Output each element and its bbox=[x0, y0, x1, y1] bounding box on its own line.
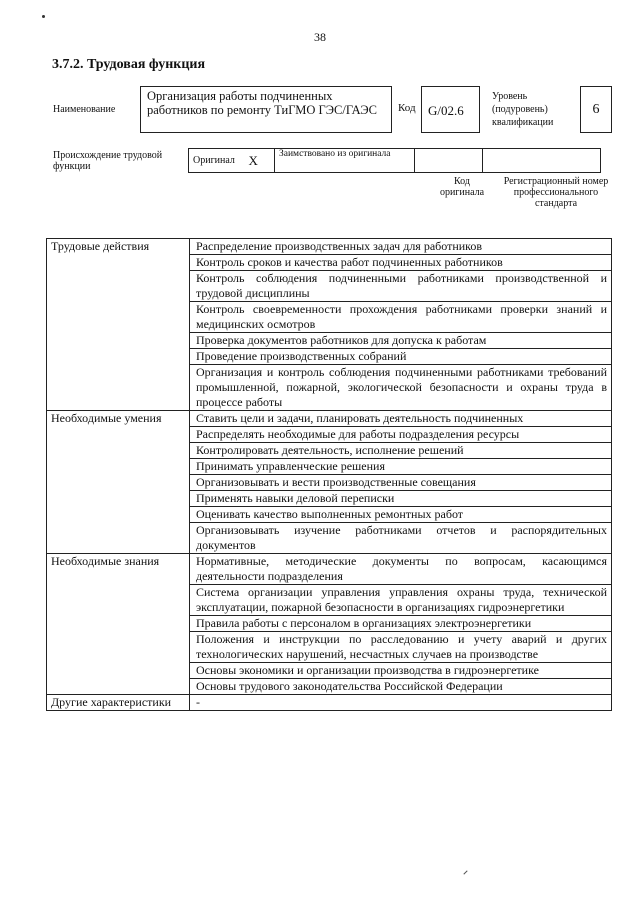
table-row bbox=[47, 695, 612, 711]
category-cell: Необходимые умения bbox=[47, 411, 190, 554]
table-row bbox=[47, 411, 612, 427]
item-cell: Ставить цели и задачи, планировать деятельность подчиненных bbox=[190, 411, 612, 427]
item-cell: Организация и контроль соблюдения подчиненными работниками требований промышленной, пожарной, экологической безопасности и охраны труда в процессе работы bbox=[190, 365, 612, 411]
category-cell: Необходимые знания bbox=[47, 554, 190, 695]
item-cell: Применять навыки деловой переписки bbox=[190, 491, 612, 507]
item-cell: Проведение производственных собраний bbox=[190, 349, 612, 365]
item-cell: Контроль сроков и качества работ подчиненных работников bbox=[190, 255, 612, 271]
reg-number-cell bbox=[483, 149, 601, 173]
level-value: 6 bbox=[592, 102, 600, 117]
name-value-box bbox=[140, 86, 392, 133]
scan-mark bbox=[463, 870, 467, 874]
code-value: G/02.6 bbox=[428, 103, 464, 118]
item-cell: Оценивать качество выполненных ремонтных работ bbox=[190, 507, 612, 523]
borrowed-label: Заимствовано из оригинала bbox=[275, 149, 415, 173]
reg-number-caption: Регистрационный номер профессионального стандарта bbox=[503, 176, 609, 209]
name-label: Наименование bbox=[53, 104, 116, 115]
original-label: Оригинал bbox=[189, 149, 245, 173]
item-cell: Система организации управления управления охраны труда, технической эксплуатации, пожарной безопасности в организациях гидроэнергетики bbox=[190, 585, 612, 616]
level-value-box bbox=[580, 86, 612, 133]
code-value-box bbox=[421, 86, 480, 133]
item-cell: Положения и инструкции по расследованию и учету аварий и других технологических нарушений, несчастных случаев на производстве bbox=[190, 632, 612, 663]
item-cell: - bbox=[190, 695, 612, 711]
origin-label: Происхождение трудовой функции bbox=[53, 150, 163, 172]
code-label: Код bbox=[398, 102, 416, 114]
item-cell: Контроль своевременности прохождения работниками проверки знаний и медицинских осмотров bbox=[190, 302, 612, 333]
table-row bbox=[47, 239, 612, 255]
item-cell: Распределение производственных задач для работников bbox=[190, 239, 612, 255]
page-number: 38 bbox=[314, 30, 326, 44]
item-cell: Контролировать деятельность, исполнение решений bbox=[190, 443, 612, 459]
item-cell: Контроль соблюдения подчиненными работниками производственной и трудовой дисциплины bbox=[190, 271, 612, 302]
scan-speck bbox=[42, 15, 45, 18]
labor-function-table bbox=[46, 238, 612, 711]
item-cell: Основы трудового законодательства Российской Федерации bbox=[190, 679, 612, 695]
original-code-cell bbox=[415, 149, 483, 173]
level-label: Уровень (подуровень) квалификации bbox=[492, 91, 554, 128]
item-cell: Проверка документов работников для допуска к работам bbox=[190, 333, 612, 349]
section-title: 3.7.2. Трудовая функция bbox=[52, 57, 206, 72]
table-row bbox=[47, 554, 612, 585]
item-cell: Организовывать изучение работниками отчетов и распорядительных документов bbox=[190, 523, 612, 554]
item-cell: Правила работы с персоналом в организациях электроэнергетики bbox=[190, 616, 612, 632]
item-cell: Принимать управленческие решения bbox=[190, 459, 612, 475]
name-value: Организация работы подчиненных работников по ремонту ТиГМО ГЭС/ГАЭС bbox=[147, 89, 377, 117]
item-cell: Организовывать и вести производственные совещания bbox=[190, 475, 612, 491]
origin-table bbox=[188, 148, 601, 173]
original-code-caption: Код оригинала bbox=[439, 176, 485, 198]
item-cell: Нормативные, методические документы по вопросам, касающимся деятельности подразделения bbox=[190, 554, 612, 585]
category-cell: Трудовые действия bbox=[47, 239, 190, 411]
item-cell: Основы экономики и организации производства в гидроэнергетике bbox=[190, 663, 612, 679]
category-cell: Другие характеристики bbox=[47, 695, 190, 711]
original-mark: X bbox=[245, 149, 275, 173]
item-cell: Распределять необходимые для работы подразделения ресурсы bbox=[190, 427, 612, 443]
